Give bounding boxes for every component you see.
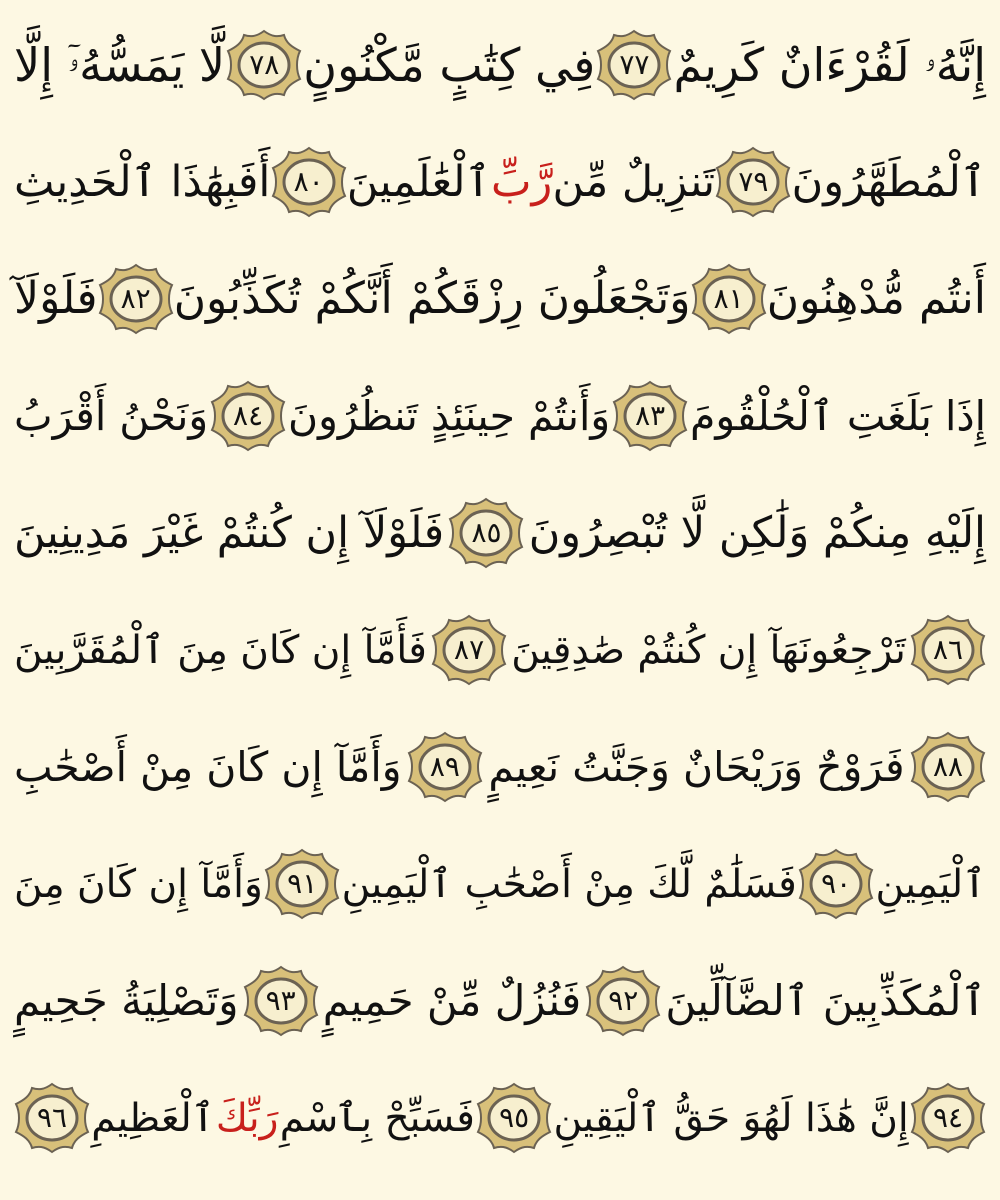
ayah-end-marker <box>431 614 507 686</box>
verse-text: فَرَوْحٌ وَرَيْحَانٌ وَجَنَّتُ نَعِيمٍ <box>488 742 905 791</box>
ayah-end-marker <box>476 1082 552 1154</box>
verse-text: أَفَبِهَٰذَا ٱلْحَدِيثِ <box>14 156 271 207</box>
verse-text: لَّا يَمَسُّهُۥٓ إِلَّا <box>14 38 226 92</box>
verse-text: وَأَمَّآ إِن كَانَ مِنَ <box>14 861 263 907</box>
verse-text: وَنَحْنُ أَقْرَبُ <box>14 391 209 440</box>
verse-line-4 <box>14 357 986 475</box>
verse-text: وَأَنتُمْ حِينَئِذٍ تَنظُرُونَ <box>287 391 611 440</box>
ayah-number: ٩١ <box>287 867 318 900</box>
verse-text: وَتَصْلِيَةُ جَحِيمٍ <box>14 976 239 1025</box>
ayah-number: ٨٦ <box>932 633 964 666</box>
verse-text: فَسَلَٰمٌ لَّكَ مِنْ أَصْحَٰبِ ٱلْيَمِينِ <box>341 861 797 907</box>
verse-text: فَنُزُلٌ مِّنْ حَمِيمٍ <box>322 976 582 1025</box>
ayah-number: ٨٩ <box>429 750 460 783</box>
divine-name-text: رَبِّكَ <box>215 1095 279 1141</box>
ayah-number: ٩٢ <box>608 984 639 1017</box>
verse-line-6 <box>14 591 986 709</box>
ayah-number: ٨٠ <box>293 165 324 198</box>
ayah-end-marker <box>264 848 340 920</box>
ayah-number: ٩٠ <box>821 867 852 900</box>
ayah-end-marker <box>715 146 791 218</box>
ayah-number: ٩٥ <box>499 1101 530 1134</box>
verse-line-5 <box>14 474 986 592</box>
verse-text: فَلَوْلَآ إِن كُنتُمْ غَيْرَ مَدِينِينَ <box>14 507 445 558</box>
verse-text: فَلَوْلَآ <box>14 273 98 324</box>
ayah-number: ٧٩ <box>738 165 769 198</box>
ayah-end-marker <box>910 614 986 686</box>
verse-text: فَسَبِّحْ بِٱسْمِ <box>279 1095 475 1141</box>
ayah-number: ٨٤ <box>233 399 264 432</box>
ayah-number: ٨٨ <box>932 750 964 783</box>
ayah-end-marker <box>910 731 986 803</box>
ayah-end-marker <box>448 497 524 569</box>
ayah-end-marker <box>243 965 319 1037</box>
ayah-end-marker <box>226 29 302 101</box>
verse-text: إِذَا بَلَغَتِ ٱلْحُلْقُومَ <box>690 391 986 440</box>
ayah-end-marker <box>210 380 286 452</box>
ayah-end-marker <box>98 263 174 335</box>
ayah-number: ٨٢ <box>120 282 151 315</box>
verse-text: إِنَّهُۥ لَقُرْءَانٌ كَرِيمٌ <box>673 38 986 92</box>
ayah-number: ٨٥ <box>471 516 502 549</box>
ayah-number: ٨٣ <box>635 399 666 432</box>
ayah-number: ٧٨ <box>249 48 280 81</box>
ayah-end-marker <box>798 848 874 920</box>
ayah-end-marker <box>14 1082 90 1154</box>
verse-line-9 <box>14 942 986 1060</box>
ayah-end-marker <box>596 29 672 101</box>
verse-line-3 <box>14 240 986 358</box>
verse-text: تَرْجِعُونَهَآ إِن كُنتُمْ صَٰدِقِينَ <box>511 627 906 673</box>
verse-line-10 <box>14 1059 986 1177</box>
ayah-number: ٩٦ <box>36 1101 68 1134</box>
ayah-number: ٨٧ <box>454 633 485 666</box>
ayah-end-marker <box>691 263 767 335</box>
verse-text: إِلَيْهِ مِنكُمْ وَلَٰكِن لَّا تُبْصِرُونَ <box>528 507 986 558</box>
ayah-number: ٨١ <box>713 282 744 315</box>
verse-line-2 <box>14 123 986 241</box>
ayah-end-marker <box>271 146 347 218</box>
verse-line-7 <box>14 708 986 826</box>
ayah-number: ٩٤ <box>932 1101 964 1134</box>
verse-text: وَأَمَّآ إِن كَانَ مِنْ أَصْحَٰبِ <box>14 742 402 791</box>
ayah-end-marker <box>407 731 483 803</box>
ayah-number: ٧٧ <box>619 48 650 81</box>
verse-text: ٱلْعَٰلَمِينَ <box>346 156 491 207</box>
ayah-end-marker <box>585 965 661 1037</box>
verse-text: فَأَمَّآ إِن كَانَ مِنَ ٱلْمُقَرَّبِينَ <box>14 627 427 673</box>
verse-text: ٱلْيَمِينِ <box>875 861 986 907</box>
verse-text: ٱلْعَظِيمِ <box>91 1095 215 1141</box>
verse-text: إِنَّ هَٰذَا لَهُوَ حَقُّ ٱلْيَقِينِ <box>553 1095 909 1141</box>
verse-line-8 <box>14 825 986 943</box>
divine-name-text: رَّبِّ <box>490 156 553 207</box>
verse-text: تَنزِيلٌ مِّن <box>552 156 716 207</box>
ayah-end-marker <box>612 380 688 452</box>
verse-text: ٱلْمُطَهَّرُونَ <box>791 156 986 207</box>
verse-text: أَنتُم مُّدْهِنُونَ <box>766 273 986 324</box>
ayah-number: ٩٣ <box>265 984 296 1017</box>
verse-text: فِي كِتَٰبٍ مَّكْنُونٍ <box>303 38 596 92</box>
verse-text: وَتَجْعَلُونَ رِزْقَكُمْ أَنَّكُمْ تُكَذِّبُونَ <box>173 273 691 324</box>
verse-line-1 <box>14 6 986 124</box>
ayah-end-marker <box>910 1082 986 1154</box>
verse-text: ٱلْمُكَذِّبِينَ ٱلضَّآلِّينَ <box>665 976 986 1025</box>
